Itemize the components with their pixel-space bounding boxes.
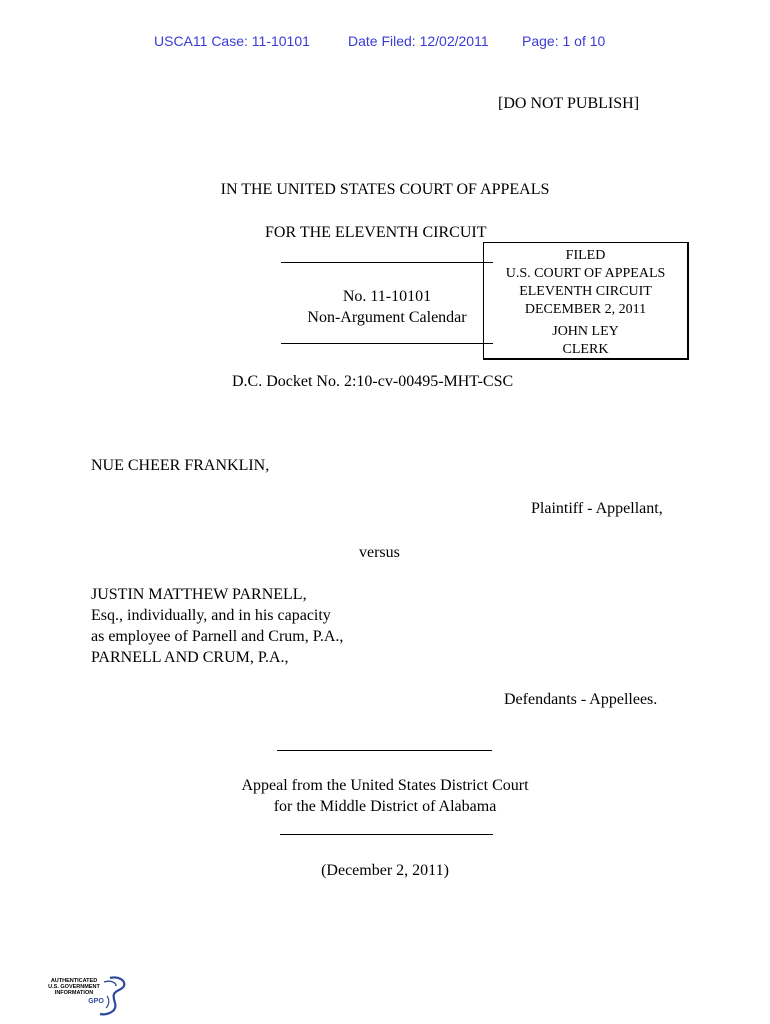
defendant-line: PARNELL AND CRUM, P.A., (91, 649, 289, 666)
header-case-number: USCA11 Case: 11-10101 (154, 33, 310, 49)
gpo-logo-text: AUTHENTICATED (50, 978, 98, 984)
gpo-logo-text: INFORMATION (54, 990, 94, 996)
publish-notice: [DO NOT PUBLISH] (498, 95, 640, 112)
appeal-source: Appeal from the United States District Court (241, 777, 529, 794)
gpo-logo-mark: GPO (88, 998, 104, 1005)
defendant-line: as employee of Parnell and Crum, P.A., (91, 628, 344, 645)
eagle-icon (44, 974, 130, 1018)
case-number: No. 11-10101 (342, 288, 432, 305)
docket-number: D.C. Docket No. 2:10-cv-00495-MHT-CSC (232, 373, 514, 390)
header-date-filed: Date Filed: 12/02/2011 (348, 33, 489, 49)
plaintiff-role: Plaintiff - Appellant, (531, 500, 663, 517)
circuit-title: FOR THE ELEVENTH CIRCUIT (265, 224, 487, 241)
appeal-district: for the Middle District of Alabama (273, 798, 497, 815)
decision-date: (December 2, 2011) (321, 862, 449, 879)
versus-label: versus (359, 544, 400, 561)
divider-line (281, 343, 493, 344)
filed-stamp-line: FILED (565, 248, 606, 263)
filed-stamp-line: U.S. COURT OF APPEALS (505, 266, 666, 281)
divider-line (281, 262, 493, 263)
filed-stamp-date: DECEMBER 2, 2011 (524, 302, 647, 317)
divider-line (277, 750, 492, 751)
defendant-line: JUSTIN MATTHEW PARNELL, (91, 586, 307, 603)
filed-stamp-line: CLERK (562, 342, 609, 357)
gpo-authentication-logo (44, 974, 130, 1018)
gpo-logo-text: U.S. GOVERNMENT (48, 984, 100, 990)
header-page-count: Page: 1 of 10 (522, 33, 606, 49)
filed-stamp-line: JOHN LEY (552, 324, 619, 339)
calendar-type: Non-Argument Calendar (307, 309, 467, 326)
defendants-role: Defendants - Appellees. (504, 691, 658, 708)
plaintiff-name: NUE CHEER FRANKLIN, (91, 457, 270, 474)
court-title: IN THE UNITED STATES COURT OF APPEALS (220, 181, 550, 198)
filed-stamp-line: ELEVENTH CIRCUIT (519, 284, 652, 299)
filed-stamp (483, 242, 689, 360)
divider-line (280, 834, 493, 835)
defendant-line: Esq., individually, and in his capacity (91, 607, 331, 624)
